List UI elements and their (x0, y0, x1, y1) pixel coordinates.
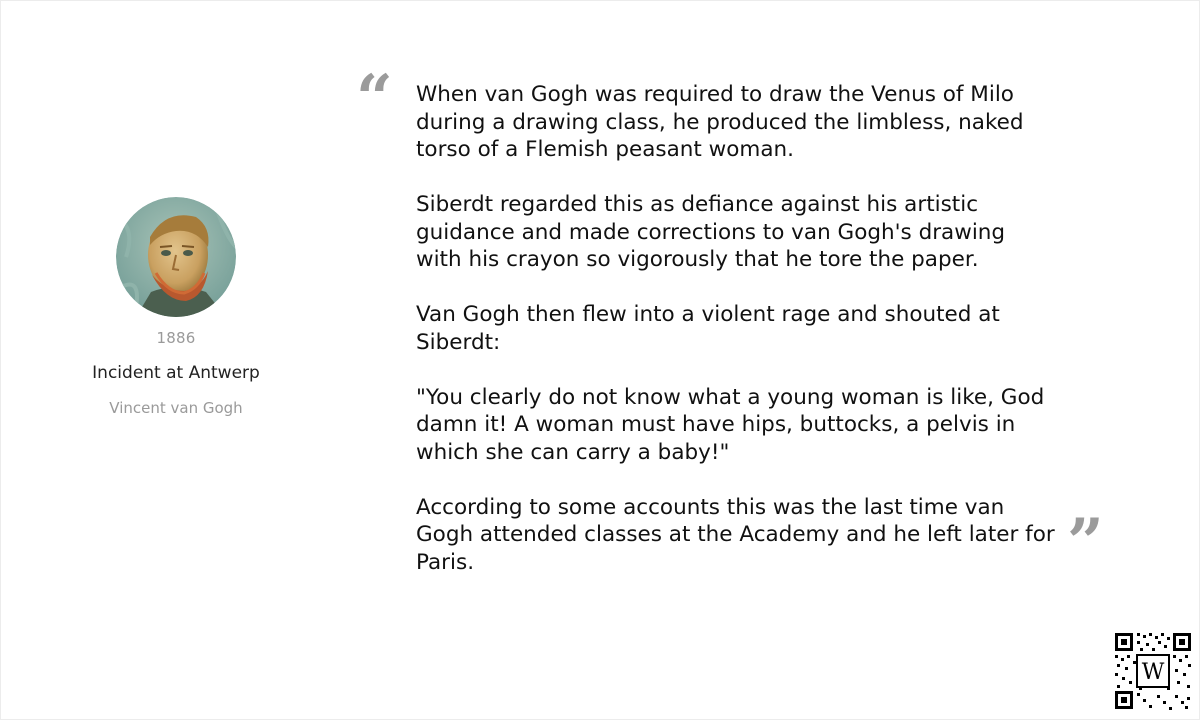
portrait-avatar (116, 197, 236, 317)
qr-logo-letter: W (1141, 660, 1165, 685)
close-quote-icon: ” (1067, 505, 1104, 580)
artwork-year: 1886 (156, 329, 196, 347)
quote-paragraph: Siberdt regarded this as defiance against his artistic guidance and made corrections to van Gogh's drawing with his crayon so vigorously that he tore the paper. (416, 192, 1006, 272)
artwork-card (61, 197, 291, 417)
open-quote-icon: “ (356, 61, 393, 136)
quote-body (416, 81, 1056, 604)
quote-paragraph: When van Gogh was required to draw the Venus of Milo during a drawing class, he produced the limbless, naked torso of a Flemish peasant woman. (416, 82, 1024, 162)
quote-paragraph: "You clearly do not know what a young woman is like, God damn it! A woman must have hips, buttocks, a pelvis in which she can carry a baby!" (416, 384, 1045, 465)
quote-paragraph: According to some accounts this was the last time van Gogh attended classes at the Academy and he left later for Paris. (416, 494, 1055, 575)
qr-code[interactable] (1113, 631, 1193, 711)
artwork-author: Vincent van Gogh (109, 399, 243, 417)
quote-paragraph: Van Gogh then flew into a violent rage and shouted at Siberdt: (416, 302, 1000, 355)
artwork-title: Incident at Antwerp (92, 363, 260, 383)
